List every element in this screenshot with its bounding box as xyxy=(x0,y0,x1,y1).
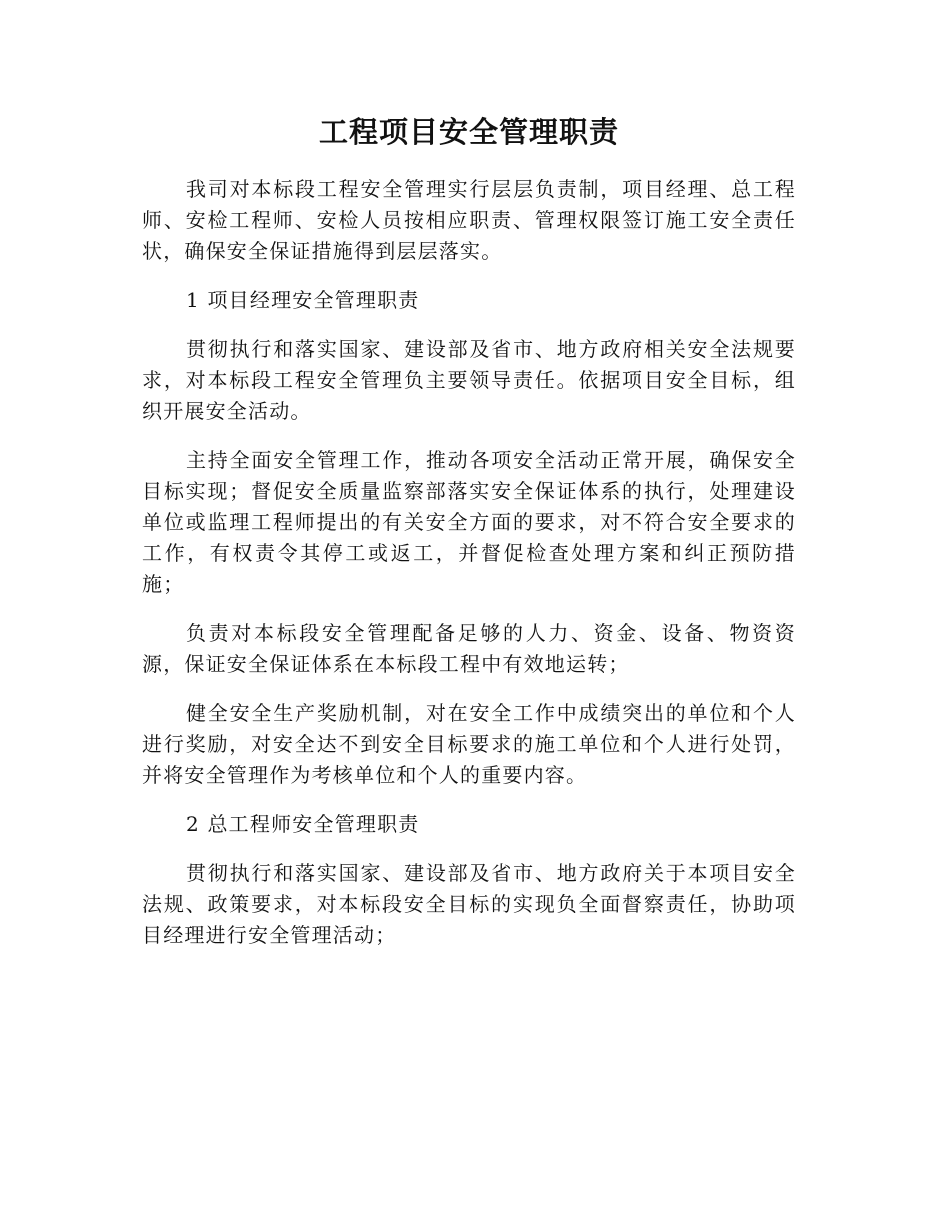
body-paragraph: 贯彻执行和落实国家、建设部及省市、地方政府关于本项目安全法规、政策要求，对本标段安全目标的实现负全面督察责任，协助项目经理进行安全管理活动； xyxy=(142,861,796,947)
section-project-manager xyxy=(142,285,796,791)
body-paragraph: 负责对本标段安全管理配备足够的人力、资金、设备、物资资源，保证安全保证体系在本标段工程中有效地运转； xyxy=(142,621,796,676)
document-body xyxy=(142,112,796,969)
body-paragraph: 健全安全生产奖励机制，对在安全工作中成绩突出的单位和个人进行奖励，对安全达不到安全目标要求的施工单位和个人进行处罚，并将安全管理作为考核单位和个人的重要内容。 xyxy=(142,701,796,787)
intro-paragraph: 我司对本标段工程安全管理实行层层负责制，项目经理、总工程师、安检工程师、安检人员按相应职责、管理权限签订施工安全责任状，确保安全保证措施得到层层落实。 xyxy=(142,177,796,263)
section-heading: 2 总工程师安全管理职责 xyxy=(186,812,420,836)
section-heading: 1 项目经理安全管理职责 xyxy=(186,288,420,312)
document-title: 工程项目安全管理职责 xyxy=(318,115,619,149)
section-chief-engineer xyxy=(142,809,796,951)
body-paragraph: 贯彻执行和落实国家、建设部及省市、地方政府相关安全法规要求，对本标段工程安全管理负主要领导责任。依据项目安全目标，组织开展安全活动。 xyxy=(142,337,796,423)
body-paragraph: 主持全面安全管理工作，推动各项安全活动正常开展，确保安全目标实现；督促安全质量监察部落实安全保证体系的执行，处理建设单位或监理工程师提出的有关安全方面的要求，对不符合安全要求的工作，有权责令其停工或返工，并督促检查处理方案和纠正预防措施； xyxy=(142,448,796,596)
